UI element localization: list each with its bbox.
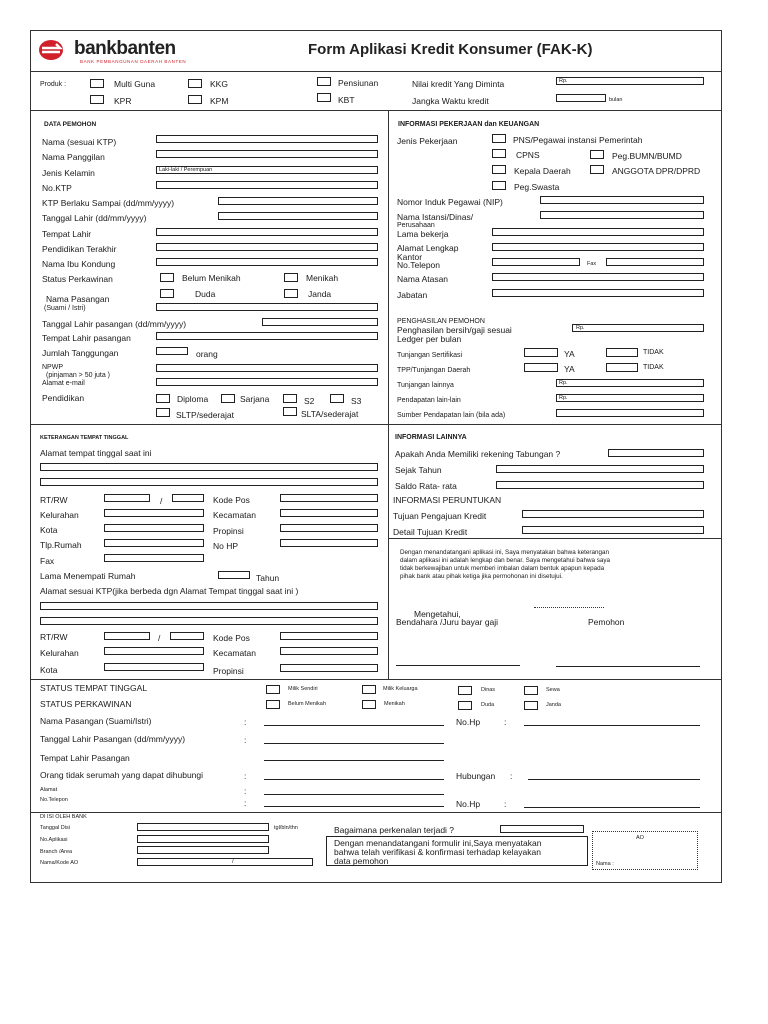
bumn-checkbox[interactable] <box>590 150 604 159</box>
form-title: Form Aplikasi Kredit Konsumer (FAK-K) <box>308 41 593 58</box>
nama-label: Nama (sesuai KTP) <box>42 137 117 147</box>
panggilan-label: Nama Panggilan <box>42 152 105 162</box>
no-aplikasi-field[interactable] <box>137 835 269 843</box>
penghasilan-rp: Rp. <box>576 325 585 331</box>
ktp-kelurahan-field[interactable] <box>104 647 204 655</box>
pensiunan-checkbox[interactable] <box>317 77 331 86</box>
email-field[interactable] <box>156 378 378 386</box>
sarjana-label: Sarjana <box>240 394 270 404</box>
belum-menikah-label: Belum Menikah <box>182 273 241 283</box>
jenis-pekerjaan-label: Jenis Pekerjaan <box>397 136 458 146</box>
kpr-checkbox[interactable] <box>90 95 104 104</box>
brand-name: bankbanten <box>74 38 176 59</box>
tpp-tidak-label: TIDAK <box>643 364 664 371</box>
colon-1: : <box>244 717 247 727</box>
kontak-alamat-line[interactable] <box>264 794 444 795</box>
lama-menempati-label: Lama Menempati Rumah <box>40 571 136 581</box>
status-menikah-checkbox[interactable] <box>362 700 376 709</box>
tempat-lahir-field[interactable] <box>156 228 378 236</box>
milik-keluarga-label: Milik Keluarga <box>383 686 418 692</box>
rt-field[interactable] <box>104 494 150 502</box>
bumn-label: Peg.BUMN/BUMD <box>612 151 682 161</box>
tgl-lahir-label: Tanggal Lahir (dd/mm/yyyy) <box>42 213 147 223</box>
alamat-kantor-label: Alamat Lengkap <box>397 243 459 253</box>
tgl-disi-label: Tanggal Disi <box>40 825 70 831</box>
ibu-kandung-label: Nama Ibu Kondung <box>42 259 116 269</box>
tpp-ya-box[interactable] <box>524 363 558 372</box>
pendapatan-lain-label: Pendapatan lain-lain <box>397 397 461 404</box>
ktp-propinsi-field[interactable] <box>280 664 378 672</box>
ktp-propinsi-label: Propinsi <box>213 666 244 676</box>
ktp-rt-field[interactable] <box>104 632 150 640</box>
kpm-label: KPM <box>210 96 229 106</box>
nilai-kredit-label: Nilai kredit Yang Diminta <box>412 79 505 89</box>
sltp-checkbox[interactable] <box>156 408 170 417</box>
s2-label: S2 <box>304 396 315 406</box>
dinas-label: Dinas <box>481 687 496 693</box>
pernyataan-line-1: Dengan menandatangani aplikasi ini, Saya menyatakan bahwa keterangan <box>400 549 609 556</box>
no-ktp-label: No.KTP <box>42 183 72 193</box>
status-duda-checkbox[interactable] <box>458 701 472 710</box>
divider <box>30 679 722 680</box>
no-ktp-field[interactable] <box>156 181 378 189</box>
tujuan-label: Tujuan Pengajuan Kredit <box>393 511 487 521</box>
bendahara-signature-line[interactable] <box>396 665 520 666</box>
nilai-kredit-field[interactable] <box>556 77 704 85</box>
sltp-label: SLTP/sederajat <box>176 410 234 420</box>
alamat-ktp-field-2[interactable] <box>40 617 378 625</box>
tempat-lahir-pasangan-label: Tempat Lahir pasangan <box>42 333 131 343</box>
jumlah-tanggungan-field[interactable] <box>156 347 188 355</box>
kontak-tgl-lahir-line[interactable] <box>264 743 444 744</box>
sumber-label: Sumber Pendapatan lain (bila ada) <box>397 412 506 419</box>
status-perkawinan-label: STATUS PERKAWINAN <box>40 699 132 709</box>
rekening-field[interactable] <box>608 449 704 457</box>
kkg-checkbox[interactable] <box>188 79 202 88</box>
propinsi-field[interactable] <box>280 524 378 532</box>
nama-field[interactable] <box>156 135 378 143</box>
penghasilan-heading: PENGHASILAN PEMOHON <box>397 318 485 325</box>
alamat-field-1[interactable] <box>40 463 378 471</box>
sarjana-checkbox[interactable] <box>221 394 235 403</box>
tgl-lahir-pasangan-field[interactable] <box>262 318 378 326</box>
divider <box>30 424 722 425</box>
colon-7: : <box>244 798 247 808</box>
kontak-telepon-label: No.Telepon <box>40 797 68 803</box>
nama-ao-slash: / <box>232 859 234 865</box>
saldo-label: Saldo Rata- rata <box>395 481 457 491</box>
kode-pos-label: Kode Pos <box>213 495 250 505</box>
verifikasi-line-1: Dengan menandatangani formulir ini,Saya menyatakan <box>334 838 542 848</box>
produk-label: Produk : <box>40 81 67 88</box>
bulan-label: bulan <box>609 97 623 103</box>
tgl-lahir-field[interactable] <box>218 212 378 220</box>
kecamatan-label: Kecamatan <box>213 510 256 520</box>
kontak-nama-pasangan-line[interactable] <box>264 725 444 726</box>
divider <box>30 110 722 111</box>
perkenalan-field[interactable] <box>500 825 584 833</box>
fax-label: Fax <box>40 556 55 566</box>
rw-field[interactable] <box>172 494 204 502</box>
milik-sendiri-checkbox[interactable] <box>266 685 280 694</box>
lama-bekerja-label: Lama bekerja <box>397 229 449 239</box>
tgl-format-label: tgl/bln/thn <box>274 825 298 831</box>
orang-label: orang <box>196 349 218 359</box>
milik-sendiri-label: Milik Sendiri <box>288 686 318 692</box>
kbt-checkbox[interactable] <box>317 93 331 102</box>
tunjangan-lain-label: Tunjangan lainnya <box>397 382 454 389</box>
atasan-field[interactable] <box>492 273 704 281</box>
divider <box>30 812 722 813</box>
status-kawin-label: Status Perkawinan <box>42 274 113 284</box>
nama-pasangan-label: Nama Pasangan <box>46 294 110 304</box>
status-janda-checkbox[interactable] <box>524 701 538 710</box>
tujuan-field[interactable] <box>522 510 704 518</box>
alamat-kantor-sub: Kantor <box>397 252 423 262</box>
kontak-tgl-lahir-label: Tanggal Lahir Pasangan (dd/mm/yyyy) <box>40 734 186 744</box>
kecamatan-field[interactable] <box>280 509 378 517</box>
janda-checkbox[interactable] <box>284 289 298 298</box>
hubungan-label: Hubungan <box>456 771 496 781</box>
kontak-tempat-lahir-label: Tempat Lahir Pasangan <box>40 753 130 763</box>
divider <box>388 538 722 539</box>
kontak-no-hp-line[interactable] <box>524 725 700 726</box>
kkg-label: KKG <box>210 79 228 89</box>
ktp-rtrw-label: RT/RW <box>40 632 68 642</box>
tlp-rumah-field[interactable] <box>104 539 204 547</box>
pendapatan-lain-field[interactable] <box>556 394 704 402</box>
tgl-disi-field[interactable] <box>137 823 269 831</box>
fax-field[interactable] <box>104 554 204 562</box>
status-janda-label: Janda <box>546 702 561 708</box>
branch-field[interactable] <box>137 846 269 854</box>
jabatan-label: Jabatan <box>397 290 428 300</box>
tgl-lahir-pasangan-label: Tanggal Lahir pasangan (dd/mm/yyyy) <box>42 319 187 329</box>
ktp-kode-pos-label: Kode Pos <box>213 633 250 643</box>
kelurahan-field[interactable] <box>104 509 204 517</box>
pendidikan-terakhir-label: Pendidikan Terakhir <box>42 244 117 254</box>
kontak-no-hp-2-label: No.Hp <box>456 799 481 809</box>
sejak-label: Sejak Tahun <box>395 465 442 475</box>
duda-checkbox[interactable] <box>160 289 174 298</box>
tempat-lahir-label: Tempat Lahir <box>42 229 92 239</box>
nama-pasangan-sub: (Suami / Istri) <box>44 305 86 312</box>
ktp-kecamatan-field[interactable] <box>280 647 378 655</box>
kontak-no-hp-2-line[interactable] <box>524 807 700 808</box>
penghasilan-field[interactable] <box>572 324 704 332</box>
nilai-kredit-rp: Rp. <box>559 78 568 84</box>
diploma-label: Diploma <box>177 394 209 404</box>
ktp-berlaku-field[interactable] <box>218 197 378 205</box>
orang-tidak-serumah-label: Orang tidak serumah yang dapat dihubungi <box>40 770 204 780</box>
sumber-field[interactable] <box>556 409 704 417</box>
swasta-checkbox[interactable] <box>492 181 506 190</box>
kota-label: Kota <box>40 525 58 535</box>
kontak-tempat-lahir-line[interactable] <box>264 760 444 761</box>
propinsi-label: Propinsi <box>213 526 244 536</box>
kota-field[interactable] <box>104 524 204 532</box>
jenis-kelamin-hint: Laki-laki / Perempuan <box>159 167 213 173</box>
dinas-checkbox[interactable] <box>458 686 472 695</box>
fax-kantor-label: Fax <box>587 261 597 267</box>
verifikasi-line-3: data pemohon <box>334 856 389 866</box>
sewa-label: Sewa <box>546 687 560 693</box>
menikah-label: Menikah <box>306 273 339 283</box>
swasta-label: Peg.Swasta <box>514 182 560 192</box>
peruntukan-heading: INFORMASI PERUNTUKAN <box>393 495 502 505</box>
atasan-label: Nama Atasan <box>397 274 449 284</box>
no-hp-label: No HP <box>213 541 239 551</box>
tlp-rumah-label: Tlp.Rumah <box>40 540 82 550</box>
nama-pasangan-field[interactable] <box>156 303 378 311</box>
npwp-label: NPWP <box>42 364 63 371</box>
verifikasi-line-2: bahwa telah verifikasi & konfirmasi terhadap kelayakan <box>334 847 541 857</box>
sewa-checkbox[interactable] <box>524 686 538 695</box>
data-pemohon-heading: DATA PEMOHON <box>44 121 97 128</box>
orang-tidak-serumah-line[interactable] <box>264 779 444 780</box>
slta-label: SLTA/sederajat <box>301 409 359 419</box>
colon-6: : <box>244 786 247 796</box>
pendapatan-lain-rp: Rp. <box>559 395 568 401</box>
sertifikasi-tidak-label: TIDAK <box>643 349 664 356</box>
ao-nama-label: Nama : <box>596 861 614 867</box>
saldo-field[interactable] <box>496 481 704 489</box>
pns-checkbox[interactable] <box>492 134 506 143</box>
status-belum-menikah-checkbox[interactable] <box>266 700 280 709</box>
sertifikasi-ya-label: YA <box>564 349 575 359</box>
alamat-ktp-label: Alamat sesuai KTP(jika berbeda dgn Alamat Tempat tinggal saat ini ) <box>40 586 299 596</box>
no-aplikasi-label: No.Aplikasi <box>40 837 68 843</box>
fax-kantor-field[interactable] <box>606 258 704 266</box>
hubungan-line[interactable] <box>528 779 700 780</box>
npwp-field[interactable] <box>156 364 378 372</box>
nip-label: Nomor Induk Pegawai (NIP) <box>397 197 503 207</box>
s3-checkbox[interactable] <box>330 394 344 403</box>
penghasilan-label: Penghasilan bersih/gaji sesuai <box>397 325 512 335</box>
status-duda-label: Duda <box>481 702 495 708</box>
s3-label: S3 <box>351 396 362 406</box>
nama-ao-field[interactable] <box>137 858 313 866</box>
lainnya-heading: INFORMASI LAINNYA <box>395 434 467 441</box>
colon-3: : <box>244 735 247 745</box>
alamat-label: Alamat tempat tinggal saat ini <box>40 448 152 458</box>
kbt-label: KBT <box>338 95 355 105</box>
pernyataan-line-4: pihak bank atau pihak ketiga jika permohonan ini disetujui. <box>400 573 563 580</box>
pernyataan-line-2: dalam aplikasi ini adalah lengkap dan benar. Saya mengetahui bahwa saya <box>400 557 611 564</box>
ktp-rtrw-slash: / <box>158 633 161 643</box>
pensiunan-label: Pensiunan <box>338 78 379 88</box>
kepala-daerah-label: Kepala Daerah <box>514 166 571 176</box>
jenis-kelamin-label: Jenis Kelamin <box>42 168 95 178</box>
status-menikah-label: Menikah <box>384 701 405 707</box>
belum-menikah-checkbox[interactable] <box>160 273 174 282</box>
instansi-field[interactable] <box>540 211 704 219</box>
bendahara-label: Bendahara /Juru bayar gaji <box>396 617 499 627</box>
menikah-checkbox[interactable] <box>284 273 298 282</box>
dprd-checkbox[interactable] <box>590 165 604 174</box>
kode-pos-field[interactable] <box>280 494 378 502</box>
status-tempat-tinggal-label: STATUS TEMPAT TINGGAL <box>40 683 148 693</box>
alamat-ktp-field-1[interactable] <box>40 602 378 610</box>
ktp-berlaku-label: KTP Berlaku Sampai (dd/mm/yyyy) <box>42 198 175 208</box>
tempat-lahir-pasangan-field[interactable] <box>156 332 378 340</box>
instansi-label: Nama Istansi/Dinas/ <box>397 212 474 222</box>
colon-5: : <box>510 771 513 781</box>
panggilan-field[interactable] <box>156 150 378 158</box>
rtrw-label: RT/RW <box>40 495 68 505</box>
kontak-no-hp-label: No.Hp <box>456 717 481 727</box>
nama-ao-label: Nama/Kode AO <box>40 860 79 866</box>
milik-keluarga-checkbox[interactable] <box>362 685 376 694</box>
slta-checkbox[interactable] <box>283 407 297 416</box>
tpp-tidak-box[interactable] <box>606 363 638 372</box>
mengetahui-label: Mengetahui, <box>414 609 461 619</box>
pekerjaan-heading: INFORMASI PEKERJAAN dan KEUANGAN <box>398 121 540 128</box>
nip-field[interactable] <box>540 196 704 204</box>
sejak-field[interactable] <box>496 465 704 473</box>
pemohon-signature-line[interactable] <box>556 666 700 667</box>
pemohon-label: Pemohon <box>588 617 625 627</box>
pns-label: PNS/Pegawai instansi Pemerintah <box>513 135 643 145</box>
colon-4: : <box>244 771 247 781</box>
colon-8: : <box>504 799 507 809</box>
cpns-checkbox[interactable] <box>492 149 506 158</box>
sertifikasi-label: Tunjangan Sertifikasi <box>397 352 463 359</box>
diploma-checkbox[interactable] <box>156 394 170 403</box>
dprd-label: ANGGOTA DPR/DPRD <box>612 166 701 176</box>
divider <box>388 424 389 679</box>
branch-label: Branch /Area <box>40 849 73 855</box>
tahun-label: Tahun <box>256 573 280 583</box>
ktp-kecamatan-label: Kecamatan <box>213 648 256 658</box>
ktp-kota-label: Kota <box>40 665 58 675</box>
ao-label: AO <box>636 835 644 841</box>
sertifikasi-ya-box[interactable] <box>524 348 558 357</box>
status-belum-menikah-label: Belum Menikah <box>288 701 326 707</box>
kelurahan-label: Kelurahan <box>40 510 79 520</box>
divider <box>388 110 389 424</box>
sertifikasi-tidak-box[interactable] <box>606 348 638 357</box>
brand-tagline: BANK PEMBANGUNAN DAERAH BANTEN <box>80 59 187 64</box>
detail-label: Detail Tujuan Kredit <box>393 527 468 537</box>
kontak-telepon-line[interactable] <box>264 806 444 807</box>
ktp-rw-field[interactable] <box>170 632 204 640</box>
s2-checkbox[interactable] <box>283 394 297 403</box>
perkenalan-label: Bagaimana perkenalan terjadi ? <box>334 825 455 835</box>
alamat-kantor-field[interactable] <box>492 243 704 251</box>
cpns-label: CPNS <box>516 150 540 160</box>
jangka-waktu-field[interactable] <box>556 94 606 102</box>
tunjangan-lain-rp: Rp. <box>559 380 568 386</box>
rekening-label: Apakah Anda Memiliki rekening Tabungan ? <box>395 449 561 459</box>
telepon-kantor-field[interactable] <box>492 258 580 266</box>
npwp-sub: (pinjaman > 50 juta ) <box>46 372 111 379</box>
rtrw-slash: / <box>160 496 163 506</box>
bankbanten-logo-icon <box>38 38 70 62</box>
alamat-field-2[interactable] <box>40 478 378 486</box>
kpr-label: KPR <box>114 96 132 106</box>
jumlah-tanggungan-label: Jumlah Tanggungan <box>42 348 119 358</box>
ktp-kelurahan-label: Kelurahan <box>40 648 79 658</box>
detail-field[interactable] <box>522 526 704 534</box>
pendidikan-label: Pendidikan <box>42 393 85 403</box>
tpp-label: TPP/Tunjangan Daerah <box>397 367 471 374</box>
jabatan-field[interactable] <box>492 289 704 297</box>
kontak-nama-pasangan-label: Nama Pasangan (Suami/Istri) <box>40 716 152 726</box>
tunjangan-lain-field[interactable] <box>556 379 704 387</box>
lama-bekerja-field[interactable] <box>492 228 704 236</box>
ktp-kota-field[interactable] <box>104 663 204 671</box>
bank-heading: DI ISI OLEH BANK <box>40 814 87 820</box>
divider <box>30 71 722 72</box>
penghasilan-sub: Ledger per bulan <box>397 334 462 344</box>
signature-dotted-line <box>534 607 604 608</box>
pernyataan-line-3: tidak berkewajiban untuk memberi imbalan dalam bentuk apapun kepada <box>400 565 605 572</box>
multi-guna-label: Multi Guna <box>114 79 156 89</box>
jangka-waktu-label: Jangka Waktu kredit <box>412 96 489 106</box>
lama-menempati-field[interactable] <box>218 571 250 579</box>
kontak-alamat-label: Alamat <box>40 787 58 793</box>
duda-label: Duda <box>195 289 216 299</box>
tempat-tinggal-heading: KETERANGAN TEMPAT TINGGAL <box>40 435 129 441</box>
telepon-kantor-label: No.Telepon <box>397 260 441 270</box>
ktp-kode-pos-field[interactable] <box>280 632 378 640</box>
multi-guna-checkbox[interactable] <box>90 79 104 88</box>
tpp-ya-label: YA <box>564 364 575 374</box>
janda-label: Janda <box>308 289 332 299</box>
kepala-daerah-checkbox[interactable] <box>492 165 506 174</box>
no-hp-field[interactable] <box>280 539 378 547</box>
pendidikan-terakhir-field[interactable] <box>156 243 378 251</box>
ibu-kandung-field[interactable] <box>156 258 378 266</box>
colon-2: : <box>504 717 507 727</box>
instansi-sub: Perusahaan <box>397 222 435 229</box>
email-label: Alamat e-mail <box>42 380 85 387</box>
kpm-checkbox[interactable] <box>188 95 202 104</box>
